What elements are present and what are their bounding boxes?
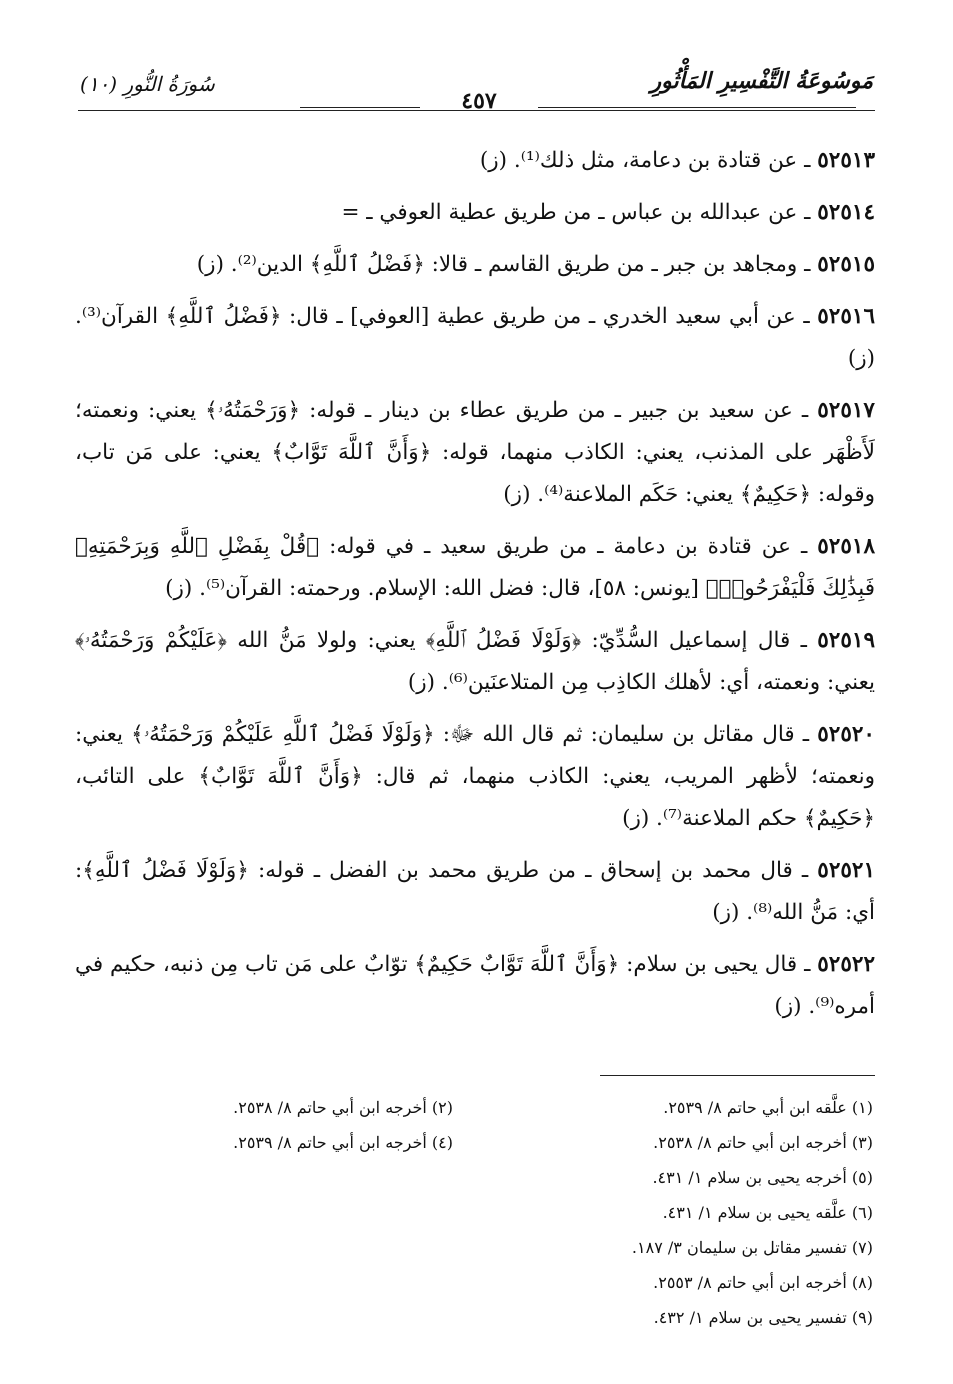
entry-text: ـ عن عبدالله بن عباس ـ من طريق عطية العوفي ـ = bbox=[341, 200, 811, 225]
entry-text: ـ عن سعيد بن جبير ـ من طريق عطاء بن دينار ـ قوله: ﴿وَرَحْمَتُهُۥ﴾ يعني: ونعمته؛ لَأَظْهَر على المذنب، يعني: الكاذب منهما، قوله: ﴿وَأَنَّ ٱللَّهَ تَوَّابٌ﴾ يعني: على مَن تاب، وقوله: ﴿حَكِيمٌ﴾ يعني: حَكَم الملاعنة⁽⁴⁾. (ز) bbox=[75, 398, 875, 507]
entry-text: ـ قال إسماعيل السُّدِّيّ: ﴿وَلَوْلَا فَضْلُ ٱللَّهِ﴾ يعني: ولولا مَنُّ الله ﴿عَلَيْكُمْ وَرَحْمَتُهُۥ﴾ يعني: ونعمته، أي: لأهلك الكاذِب مِن المتلاعنَين⁽⁶⁾. (ز) bbox=[75, 628, 875, 695]
entry-number: ٥٢٥١٦ bbox=[817, 304, 875, 329]
entry-text: ـ قال مقاتل بن سليمان: ثم قال الله ﷻ: ﴿وَلَوْلَا فَضْلُ ٱللَّهِ عَلَيْكُمْ وَرَحْمَتُهُۥ﴾ يعني: ونعمته؛ لأظهر المريب، يعني: الكاذب منهما، ثم قال: ﴿وَأَنَّ ٱللَّهَ تَوَّابٌ﴾ على التائب، ﴿حَكِيمٌ﴾ حكم الملاعنة⁽⁷⁾. (ز) bbox=[75, 722, 875, 831]
entry bbox=[75, 192, 875, 234]
entry bbox=[75, 390, 875, 516]
entry bbox=[75, 526, 875, 610]
entry-number: ٥٢٥١٧ bbox=[817, 398, 875, 423]
entry bbox=[75, 244, 875, 286]
entry-text: ـ ومجاهد بن جبر ـ من طريق القاسم ـ قالا: ﴿فَضْلُ ٱللَّهِ﴾ الدين⁽²⁾. (ز) bbox=[196, 252, 811, 277]
entry bbox=[75, 620, 875, 704]
entry-number: ٥٢٥١٣ bbox=[817, 148, 875, 173]
entry-number: ٥٢٥٢١ bbox=[817, 858, 876, 883]
footnote: (١) علَّقه ابن أبي حاتم ٨/ ٢٥٣٩. bbox=[663, 1098, 873, 1117]
entry-text: ـ قال محمد بن إسحاق ـ من طريق محمد بن الفضل ـ قوله: ﴿وَلَوْلَا فَضْلُ ٱللَّهِ﴾: أي: مَنُّ الله⁽⁸⁾. (ز) bbox=[75, 858, 875, 925]
footnotes-left-column bbox=[123, 1090, 453, 1160]
footnote: (٩) تفسير يحيى بن سلام ١/ ٤٣٢. bbox=[653, 1308, 873, 1327]
footnote-rule bbox=[600, 1075, 875, 1076]
footnote: (٧) تفسير مقاتل بن سليمان ٣/ ١٨٧. bbox=[631, 1238, 873, 1257]
entry bbox=[75, 850, 875, 934]
entry-text: ـ عن قتادة بن دعامة، مثل ذلك⁽¹⁾. (ز) bbox=[479, 148, 811, 173]
entry bbox=[75, 944, 875, 1028]
footnote: (٨) أخرجه ابن أبي حاتم ٨/ ٢٥٥٣. bbox=[653, 1273, 873, 1292]
header-rule bbox=[78, 110, 875, 111]
entry-text: ـ عن قتادة بن دعامة ـ من طريق سعيد ـ في قوله: ﴿قُلْ بِفَضْلِ ٱللَّهِ وَبِرَحْمَتِهِۦ فَبِذَٰلِكَ فَلْيَفْرَحُوا۟﴾ [يونس: ٥٨]، قال: فضل الله: الإسلام. ورحمته: القرآن⁽⁵⁾. (ز) bbox=[75, 534, 875, 601]
footnote: (٦) علَّقه يحيى بن سلام ١/ ٤٣١. bbox=[662, 1203, 873, 1222]
book-title: مَوسُوعَةُ التَّفْسِيرِ المَأْثُورِ bbox=[650, 68, 873, 94]
footnote: (٤) أخرجه ابن أبي حاتم ٨/ ٢٥٣٩. bbox=[233, 1133, 453, 1152]
page-number: ٤٥٧ bbox=[420, 88, 538, 114]
entries-body bbox=[75, 140, 875, 1028]
entry-number: ٥٢٥١٩ bbox=[817, 628, 875, 653]
entry bbox=[75, 140, 875, 182]
entry bbox=[75, 296, 875, 380]
footnote: (٥) أخرجه يحيى بن سلام ١/ ٤٣١. bbox=[652, 1168, 873, 1187]
footnotes-right-column bbox=[473, 1090, 873, 1335]
entry-number: ٥٢٥٢٠ bbox=[817, 722, 875, 747]
entry-text: ـ عن أبي سعيد الخدري ـ من طريق عطية [العوفي] ـ قال: ﴿فَضْلُ ٱللَّهِ﴾ القرآن⁽³⁾. (ز) bbox=[75, 304, 875, 371]
footnote: (٢) أخرجه ابن أبي حاتم ٨/ ٢٥٣٨. bbox=[233, 1098, 453, 1117]
entry bbox=[75, 714, 875, 840]
entry-number: ٥٢٥٢٢ bbox=[817, 952, 875, 977]
footnote: (٣) أخرجه ابن أبي حاتم ٨/ ٢٥٣٨. bbox=[653, 1133, 873, 1152]
surah-title: سُورَةُ النُّورِ (١٠) bbox=[80, 72, 215, 96]
entry-text: ـ قال يحيى بن سلام: ﴿وَأَنَّ ٱللَّهَ تَوَّابٌ حَكِيمٌ﴾ توّابٌ على مَن تاب مِن ذنبه، حكيم في أمره⁽⁹⁾. (ز) bbox=[75, 952, 875, 1019]
entry-number: ٥٢٥١٤ bbox=[817, 200, 875, 225]
entry-number: ٥٢٥١٥ bbox=[817, 252, 875, 277]
entry-number: ٥٢٥١٨ bbox=[817, 534, 875, 559]
